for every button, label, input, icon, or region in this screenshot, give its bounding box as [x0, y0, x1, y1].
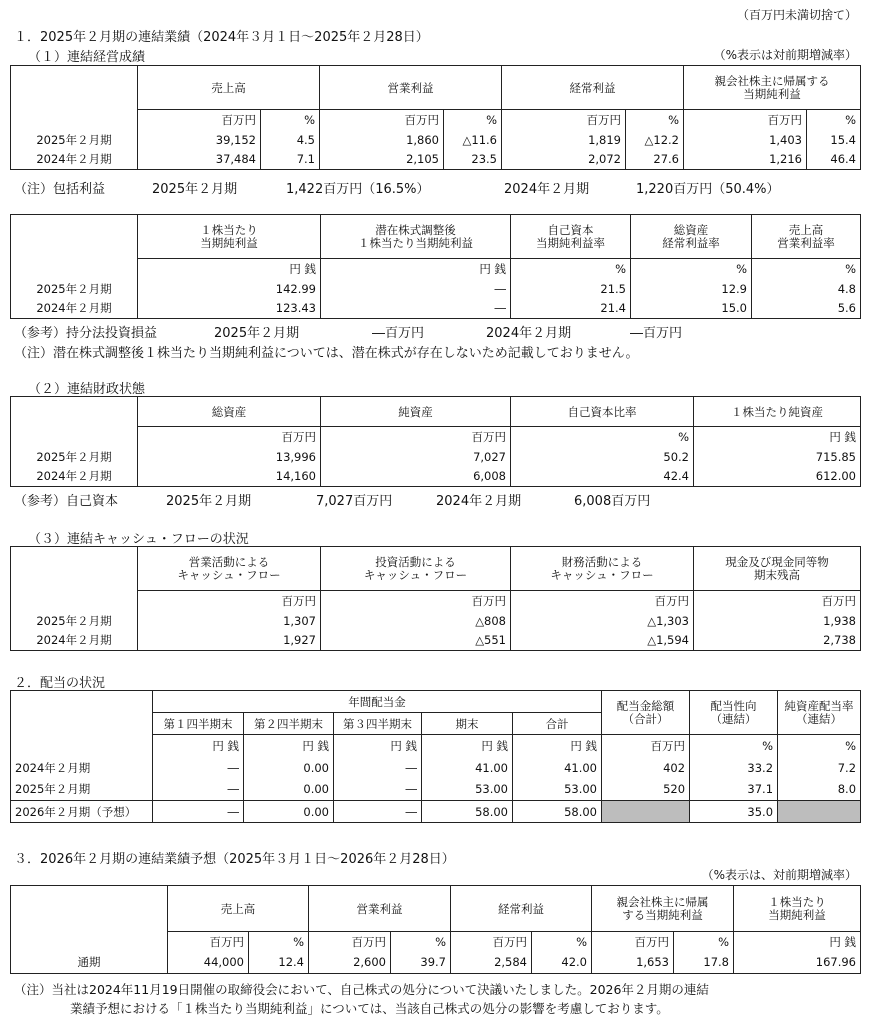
table-cell: 1,860 [320, 130, 444, 150]
table-cell: △1,594 [511, 631, 694, 651]
table-cell: 円 銭 [244, 735, 334, 757]
table-cell: 1,403 [684, 130, 807, 150]
header-line: 財務活動による [561, 554, 643, 569]
table-cell: 経常利益 [451, 886, 592, 932]
header-line: キャッシュ・フロー [550, 567, 654, 582]
table-cell [321, 215, 511, 259]
note-equity-d: 2024年２月期 [436, 494, 522, 509]
table-cell: 42.0 [532, 952, 592, 974]
note-equity-method-c: ―百万円 [372, 326, 425, 341]
table-cell: 百万円 [321, 427, 511, 447]
table-row [11, 801, 861, 823]
header-line: 当期純利益 [743, 86, 801, 101]
empty-cell [11, 259, 138, 279]
table-cell [138, 547, 321, 591]
table-cell: 15.4 [807, 130, 861, 150]
header-line: キャッシュ・フロー [177, 567, 281, 582]
header-line: 自己資本 [547, 222, 594, 237]
empty-cell [11, 691, 153, 735]
header-line: 投資活動による [375, 554, 456, 569]
table-cell: 2,105 [320, 150, 444, 170]
table-cell: △12.2 [626, 130, 684, 150]
table-cell [694, 547, 861, 591]
empty-cell [11, 932, 168, 952]
table-cell: 612.00 [694, 467, 861, 487]
table-cell: 円 銭 [422, 735, 513, 757]
table-cell: 12.4 [249, 952, 309, 974]
table-cell: 合計 [513, 713, 602, 735]
table-cell: % [391, 932, 451, 952]
table-cell: % [778, 735, 861, 757]
table-cell: 1,653 [592, 952, 674, 974]
section1-subtitle: （１）連結経営成績 [28, 50, 146, 65]
header-line: （連結） [796, 711, 843, 726]
table-cell: 総資産 [138, 397, 321, 427]
table-cell: 4.8 [752, 279, 861, 299]
table-cell: 53.00 [422, 779, 513, 801]
table-cell: 2,600 [309, 952, 391, 974]
table-cell: 15.0 [631, 299, 752, 319]
header-line: 潜在株式調整後 [375, 222, 456, 237]
table-cell: 402 [602, 757, 690, 779]
table-row [11, 130, 861, 150]
table-cell: △551 [321, 631, 511, 651]
empty-cell [11, 591, 138, 611]
empty-cell [11, 215, 138, 259]
table-cell: △1,303 [511, 611, 694, 631]
financial-position-table [10, 396, 861, 487]
table-row [11, 447, 861, 467]
header-line: （合計） [622, 711, 669, 726]
table-cell: 44,000 [168, 952, 249, 974]
header-line: 期末残高 [754, 567, 800, 582]
table-cell [631, 215, 752, 259]
table-cell: 2024年２月期 [11, 631, 138, 651]
forecast-note-line1: （注）当社は2024年11月19日開催の取締役会において、自己株式の処分について決議いたしました。2026年２月期の連結 [14, 982, 709, 997]
note-equity-method-e: ―百万円 [630, 326, 683, 341]
table-cell: 17.8 [674, 952, 734, 974]
table-cell: １株当たり純資産 [694, 397, 861, 427]
table-cell: ― [321, 279, 511, 299]
section3-subtitle: （３）連結キャッシュ・フローの状況 [28, 532, 249, 547]
table-cell: 2026年２月期（予想） [11, 801, 153, 823]
section-forecast-title: ３．2026年２月期の連結業績予想（2025年３月１日～2026年２月28日） [14, 852, 455, 867]
table-cell: 4.5 [261, 130, 320, 150]
table-cell: 21.4 [511, 299, 631, 319]
table-cell: 第１四半期末 [153, 713, 244, 735]
header-line: １株当たり [768, 894, 826, 909]
header-line: する当期純利益 [622, 907, 703, 922]
header-sales: 売上高 [138, 66, 320, 110]
table-cell: 27.6 [626, 150, 684, 170]
forecast-pct-note: （%表示は、対前期増減率） [701, 868, 857, 882]
table-cell: 2,072 [502, 150, 626, 170]
section1-title: １．2025年２月期の連結業績（2024年３月１日～2025年２月28日） [14, 30, 429, 45]
table-cell: 167.96 [734, 952, 861, 974]
table-cell: 2025年２月期 [11, 447, 138, 467]
table-cell: 円 銭 [138, 259, 321, 279]
table-cell: 14,160 [138, 467, 321, 487]
table-cell [734, 886, 861, 932]
table-row [11, 150, 861, 170]
table-row [11, 467, 861, 487]
table-cell: 売上高 [168, 886, 309, 932]
table-cell [511, 215, 631, 259]
table-cell: 百万円 [168, 932, 249, 952]
table-row [11, 631, 861, 651]
per-share-table [10, 214, 861, 319]
table-cell: 13,996 [138, 447, 321, 467]
table-cell: % [511, 259, 631, 279]
table-cell: 33.2 [690, 757, 778, 779]
table-cell: 2025年２月期 [11, 279, 138, 299]
header-line: 配当金総額 [616, 698, 675, 713]
table-row [11, 611, 861, 631]
table-cell: 7,027 [321, 447, 511, 467]
table-cell: 円 銭 [734, 932, 861, 952]
table-cell: 7.1 [261, 150, 320, 170]
table-cell: ― [334, 757, 422, 779]
cash-flow-table [10, 546, 861, 651]
table-cell: 2,584 [451, 952, 532, 974]
table-cell: 123.43 [138, 299, 321, 319]
table-cell: 百万円 [309, 932, 391, 952]
table-cell: 百万円 [138, 591, 321, 611]
header-line: １株当たり当期純利益 [358, 235, 473, 250]
table-cell: ― [334, 801, 422, 823]
table-cell [592, 886, 734, 932]
empty-cell [11, 735, 153, 757]
table-cell: 0.00 [244, 801, 334, 823]
unit: 百万円 [684, 110, 807, 130]
section2-subtitle: （２）連結財政状態 [28, 382, 146, 397]
table-cell: 42.4 [511, 467, 694, 487]
empty-cell [11, 397, 138, 427]
table-cell: 6,008 [321, 467, 511, 487]
header-line: 総資産 [673, 222, 709, 237]
table-cell: ― [153, 779, 244, 801]
table-cell: 39.7 [391, 952, 451, 974]
forecast-table [10, 885, 861, 974]
table-cell: 23.5 [444, 150, 502, 170]
table-cell: 21.5 [511, 279, 631, 299]
table-cell: 百万円 [511, 591, 694, 611]
header-line: 当期純利益 [200, 235, 258, 250]
table-cell: 1,938 [694, 611, 861, 631]
table-cell: 5.6 [752, 299, 861, 319]
table-row [11, 952, 861, 974]
table-cell: 58.00 [513, 801, 602, 823]
empty-cell [11, 110, 138, 130]
table-cell: 円 銭 [153, 735, 244, 757]
operating-results-table [10, 65, 861, 170]
table-cell: 通期 [11, 952, 168, 974]
forecast-note-line2: 業績予想における「１株当たり当期純利益」については、当該自己株式の処分の影響を考慮しております。 [70, 1001, 669, 1016]
header-line: １株当たり [200, 222, 258, 237]
note-equity-b: 2025年２月期 [166, 494, 252, 509]
table-cell: 41.00 [513, 757, 602, 779]
table-cell: 58.00 [422, 801, 513, 823]
empty-cell [11, 886, 168, 932]
note-diluted: （注）潜在株式調整後１株当たり当期純利益については、潜在株式が存在しないため記載しておりません。 [14, 346, 639, 361]
table-cell: 百万円 [451, 932, 532, 952]
header-line: 営業利益率 [777, 235, 835, 250]
header-line: 親会社株主に帰属する [714, 73, 830, 88]
unit: % [261, 110, 320, 130]
table-cell: 自己資本比率 [511, 397, 694, 427]
table-cell: 純資産 [321, 397, 511, 427]
table-cell: 2024年２月期 [11, 299, 138, 319]
table-cell: % [511, 427, 694, 447]
table-cell: △808 [321, 611, 511, 631]
table-cell: 39,152 [138, 130, 261, 150]
table-row [11, 757, 861, 779]
table-cell: ― [153, 757, 244, 779]
table-cell: 2025年２月期 [11, 130, 138, 150]
unit: 百万円 [320, 110, 444, 130]
table-cell: 8.0 [778, 779, 861, 801]
note-equity-e: 6,008百万円 [574, 494, 651, 509]
table-cell: 12.9 [631, 279, 752, 299]
table-cell: % [674, 932, 734, 952]
header-line: 経常利益率 [662, 235, 720, 250]
table-cell: 百万円 [592, 932, 674, 952]
header-ord-income: 経常利益 [502, 66, 684, 110]
table-cell: 53.00 [513, 779, 602, 801]
note-equity-method-b: 2025年２月期 [214, 326, 300, 341]
table-cell: 41.00 [422, 757, 513, 779]
table-cell: 2024年２月期 [11, 150, 138, 170]
table-cell: 46.4 [807, 150, 861, 170]
table-cell: 百万円 [602, 735, 690, 757]
note-equity-a: （参考）自己資本 [14, 494, 119, 509]
table-cell: 37.1 [690, 779, 778, 801]
shaded-cell [778, 801, 861, 823]
note-comprehensive-e: 1,220百万円（50.4%） [636, 182, 780, 197]
table-cell [752, 215, 861, 259]
section-dividends-title: ２．配当の状況 [14, 676, 106, 691]
table-cell: 50.2 [511, 447, 694, 467]
header-line: 当期純利益 [768, 907, 826, 922]
shaded-cell [602, 801, 690, 823]
header-op-income: 営業利益 [320, 66, 502, 110]
table-cell: 期末 [422, 713, 513, 735]
table-cell: ― [153, 801, 244, 823]
table-cell: % [752, 259, 861, 279]
pct-note: （%表示は対前期増減率） [713, 48, 857, 62]
note-equity-c: 7,027百万円 [316, 494, 393, 509]
table-cell: 百万円 [138, 427, 321, 447]
table-cell: 円 銭 [321, 259, 511, 279]
note-equity-method-d: 2024年２月期 [486, 326, 572, 341]
header-line: 売上高 [788, 222, 824, 237]
table-cell [511, 547, 694, 591]
table-cell [778, 691, 861, 735]
header-line: キャッシュ・フロー [363, 567, 468, 582]
table-cell: 2024年２月期 [11, 467, 138, 487]
table-cell: 1,819 [502, 130, 626, 150]
header-line: 親会社株主に帰属 [616, 894, 709, 909]
table-cell: 2025年２月期 [11, 611, 138, 631]
table-cell: ― [334, 779, 422, 801]
table-cell: 円 銭 [334, 735, 422, 757]
header-line: （連結） [710, 711, 757, 726]
table-cell: 第２四半期末 [244, 713, 334, 735]
unit: 百万円 [138, 110, 261, 130]
table-cell: 0.00 [244, 779, 334, 801]
header-line: 当期純利益率 [536, 235, 605, 250]
table-row [11, 779, 861, 801]
header-line: 営業活動による [188, 554, 270, 569]
table-row [11, 279, 861, 299]
note-comprehensive-b: 2025年２月期 [152, 182, 238, 197]
table-cell: 2025年２月期 [11, 779, 153, 801]
unit: % [444, 110, 502, 130]
table-cell: % [690, 735, 778, 757]
header-line: 現金及び現金同等物 [725, 554, 829, 569]
table-cell: ― [321, 299, 511, 319]
unit: % [626, 110, 684, 130]
header-blank [11, 66, 138, 110]
unit: 百万円 [502, 110, 626, 130]
table-cell: 円 銭 [694, 427, 861, 447]
table-cell: 142.99 [138, 279, 321, 299]
table-cell: 円 銭 [513, 735, 602, 757]
header-line: 配当性向 [710, 698, 757, 713]
table-cell: 0.00 [244, 757, 334, 779]
header-line: 純資産配当率 [784, 698, 854, 713]
table-cell: % [631, 259, 752, 279]
unit: % [807, 110, 861, 130]
table-cell: 37,484 [138, 150, 261, 170]
table-cell: 715.85 [694, 447, 861, 467]
note-equity-method-a: （参考）持分法投資損益 [14, 326, 158, 341]
table-cell: 第３四半期末 [334, 713, 422, 735]
table-cell [321, 547, 511, 591]
table-cell: 1,927 [138, 631, 321, 651]
empty-cell [11, 547, 138, 591]
unit-note: （百万円未満切捨て） [736, 8, 857, 22]
table-cell: 1,216 [684, 150, 807, 170]
table-cell: 520 [602, 779, 690, 801]
table-cell [602, 691, 690, 735]
table-row [11, 299, 861, 319]
table-cell: 百万円 [694, 591, 861, 611]
table-cell [690, 691, 778, 735]
group-header: 年間配当金 [153, 691, 602, 713]
table-cell: 営業利益 [309, 886, 451, 932]
table-cell: % [249, 932, 309, 952]
table-cell: 1,307 [138, 611, 321, 631]
table-cell: 2024年２月期 [11, 757, 153, 779]
table-cell: 35.0 [690, 801, 778, 823]
empty-cell [11, 427, 138, 447]
note-comprehensive-c: 1,422百万円（16.5%） [286, 182, 430, 197]
table-cell: △11.6 [444, 130, 502, 150]
table-cell [138, 215, 321, 259]
table-cell: 2,738 [694, 631, 861, 651]
table-cell: % [532, 932, 592, 952]
header-net-income [684, 66, 861, 110]
dividends-table [10, 690, 861, 823]
note-comprehensive-d: 2024年２月期 [504, 182, 590, 197]
table-cell: 百万円 [321, 591, 511, 611]
table-cell: 7.2 [778, 757, 861, 779]
note-comprehensive-a: （注）包括利益 [14, 182, 106, 197]
